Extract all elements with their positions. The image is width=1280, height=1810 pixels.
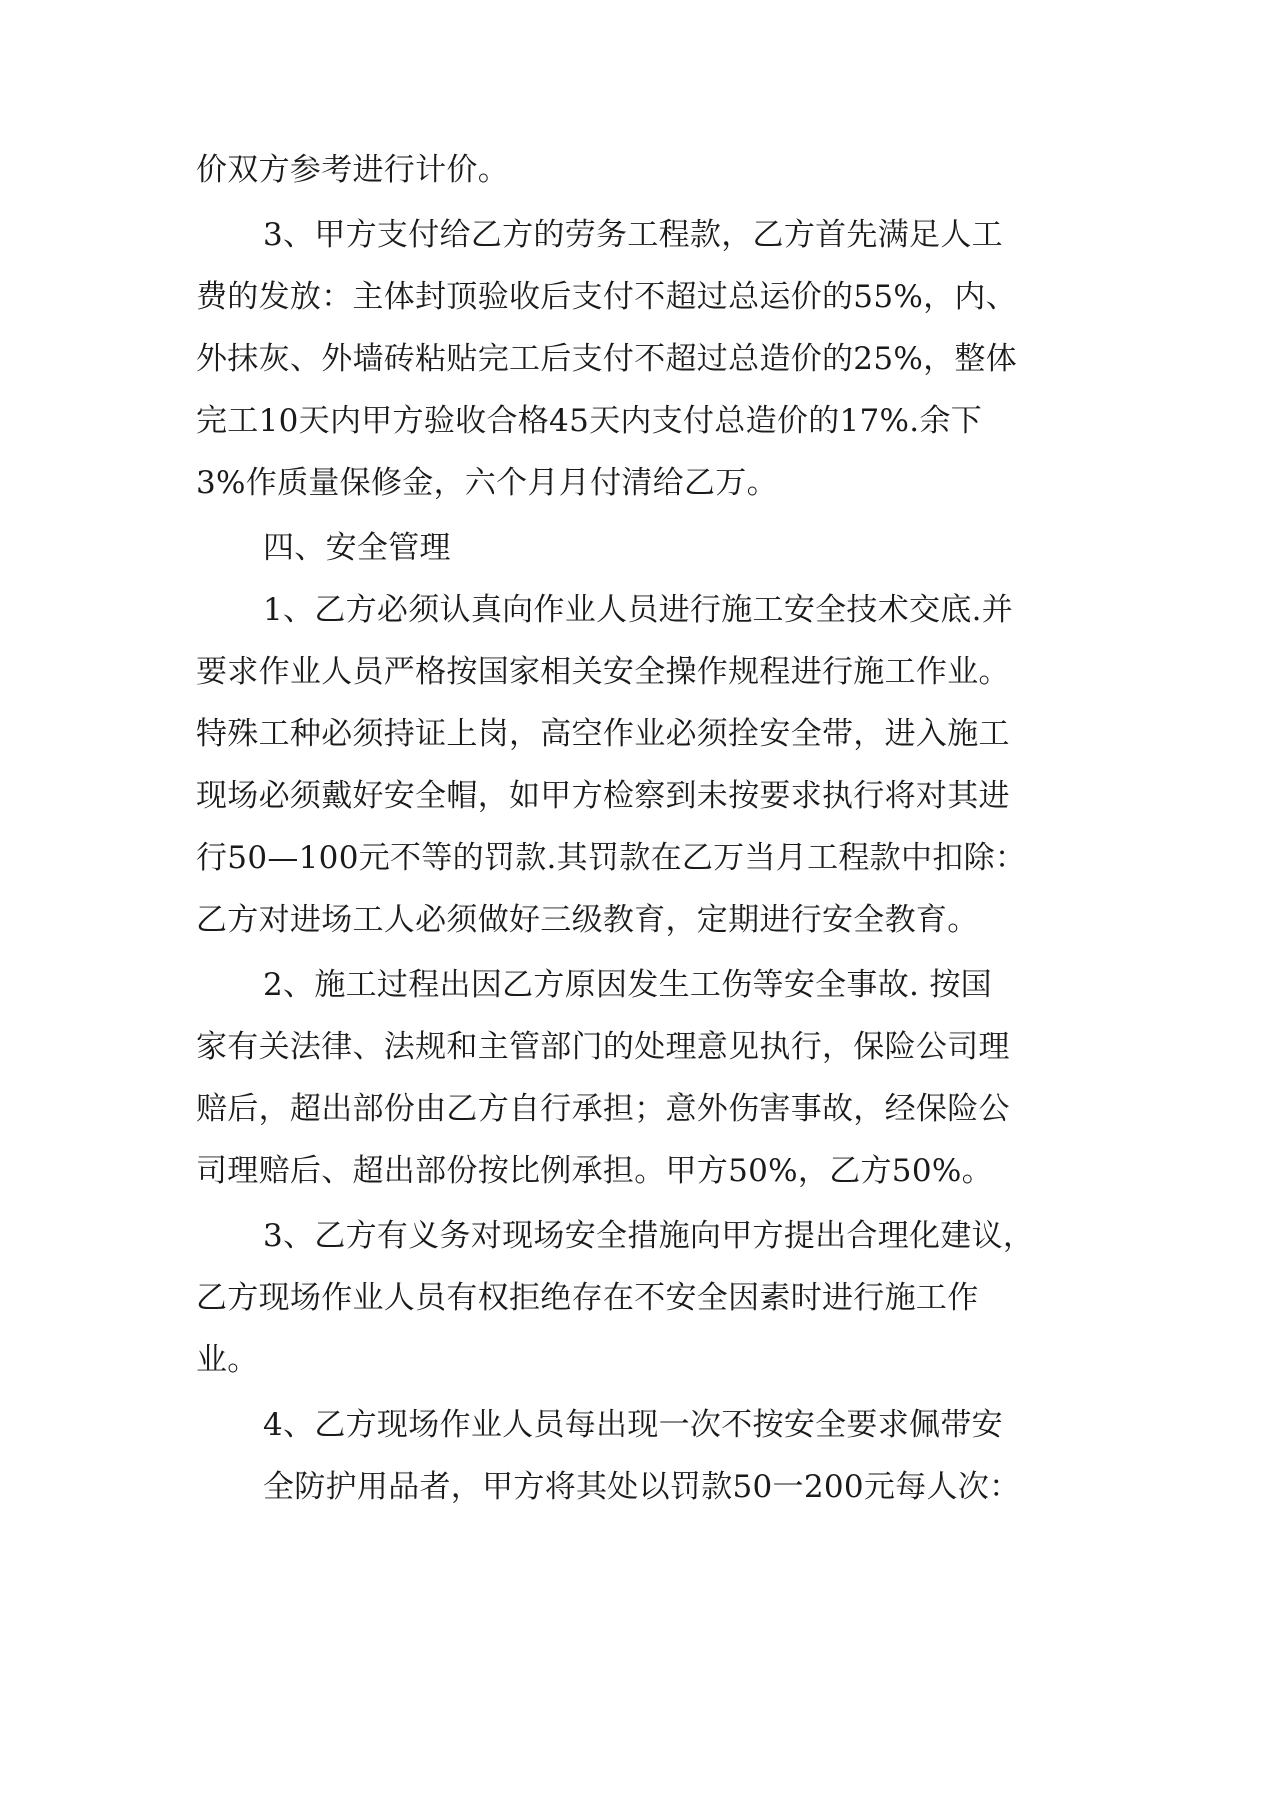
text-line: 外抹灰、外墙砖粘贴完工后支付不超过总造价的25%，整体 — [196, 341, 1017, 377]
text-line: 1、乙方必须认真向作业人员进行施工安全技术交底.并 — [263, 592, 1014, 628]
text-line: 3、乙方有义务对现场安全措施向甲方提出合理化建议， — [263, 1218, 1035, 1254]
text-line: 费的发放：主体封顶验收后支付不超过总运价的55%，内、 — [196, 279, 1017, 315]
text-line: 特殊工种必须持证上岗，高空作业必须拴安全带，进入施工 — [196, 716, 1010, 752]
section-heading: 四、安全管理 — [263, 530, 451, 566]
text-line: 要求作业人员严格按国家相关安全操作规程进行施工作业。 — [196, 654, 1010, 690]
text-line: 全防护用品者，甲方将其处以罚款50一200元每人次： — [263, 1469, 1021, 1505]
text-line: 完工10天内甲方验收合格45天内支付总造价的17%.余下 — [196, 403, 983, 439]
text-line: 3%作质量保修金，六个月月付清给乙万。 — [196, 465, 778, 501]
text-line: 家有关法律、法规和主管部门的处理意见执行，保险公司理 — [196, 1029, 1010, 1065]
text-line: 乙方现场作业人员有权拒绝存在不安全因素时进行施工作 — [196, 1280, 979, 1316]
text-line: 2、施工过程出因乙方原因发生工伤等安全事故. 按国 — [263, 967, 992, 1003]
text-line: 司理赔后、超出部份按比例承担。甲方50%，乙方50%。 — [196, 1153, 993, 1189]
text-line: 业。 — [196, 1342, 259, 1378]
text-line: 价双方参考进行计价。 — [196, 152, 509, 188]
text-line: 3、甲方支付给乙方的劳务工程款，乙方首先满足人工 — [263, 217, 1003, 253]
text-line: 乙方对进场工人必须做好三级教育，定期进行安全教育。 — [196, 902, 979, 938]
text-line: 行50—100元不等的罚款.其罚款在乙万当月工程款中扣除： — [196, 840, 1027, 876]
text-line: 赔后，超出部份由乙方自行承担；意外伤害事故，经保险公 — [196, 1091, 1010, 1127]
text-line: 现场必须戴好安全帽，如甲方检察到未按要求执行将对其进 — [196, 778, 1010, 814]
text-line: 4、乙方现场作业人员每出现一次不按安全要求佩带安 — [263, 1407, 1003, 1443]
